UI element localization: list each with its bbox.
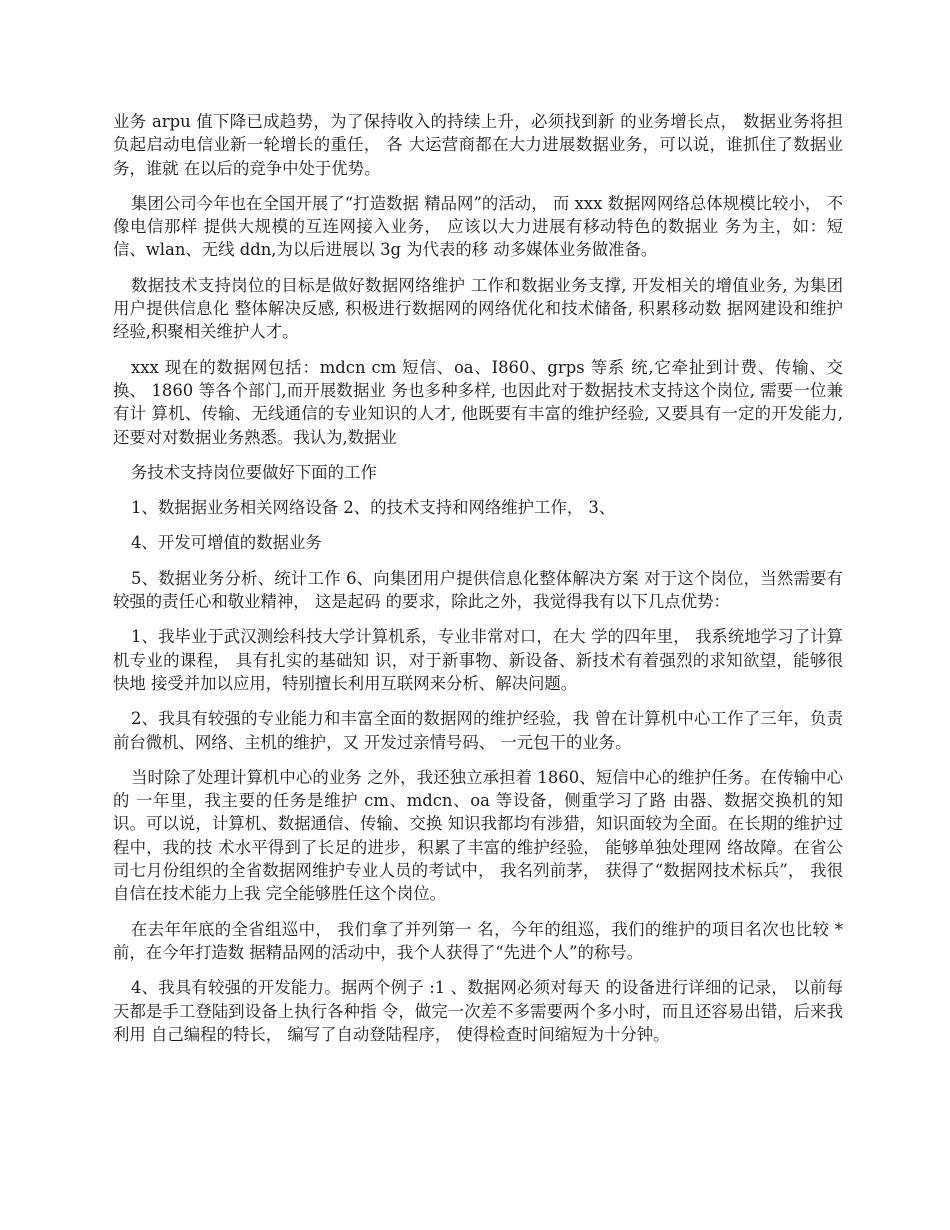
paragraph: xxx 现在的数据网包括：mdcn cm 短信、oa、I860、grps 等系 统,它牵扯到计费、传输、交换、 1860 等各个部门,而开展数据业 务也多种多样, 也因此对于数据技术支持这个岗位, 需要一位兼有计 算机、传输、无线通信的专业知识的人才, 他既要有丰富的维护经验, 又要具有一定的开发能力,还要对对数据业务熟悉。我认为,数据业 bbox=[113, 357, 843, 447]
paragraph: 当时除了处理计算机中心的业务 之外，我还独立承担着 1860、短信中心的维护任务。在传输中心的 一年里，我主要的任务是维护 cm、mdcn、oa 等设备，侧重学习了路 由器、数据交换机的知识。可以说，计算机、数据通信、传输、交换 知识我都均有涉猎，知识面较为全面。在长期的维护过程中，我的技 术水平得到了长足的进步，积累了丰富的维护经验， 能够单独处理网 络故障。在省公司七月份组织的全省数据网维护专业人员的考试中， 我名列前茅， 获得了“数据网技术标兵”， 我很自信在技术能力上我 完全能够胜任这个岗位。 bbox=[113, 767, 843, 904]
paragraph: 集团公司今年也在全国开展了“打造数据 精品网”的活动， 而 xxx 数据网网络总体规模比较小， 不像电信那样 提供大规模的互连网接入业务， 应该以大力进展有移动特色的数据业 务为主，如：短信、wlan、无线 ddn,为以后进展以 3g 为代表的移 动多媒体业务做准备。 bbox=[113, 193, 843, 260]
paragraph: 1、我毕业于武汉测绘科技大学计算机系，专业非常对口，在大 学的四年里， 我系统地学习了计算机专业的课程， 具有扎实的基础知 识，对于新事物、新设备、新技术有着强烈的求知欲望，能够很快地 接受并加以应用，特别擅长利用互联网来分析、解决问题。 bbox=[113, 627, 843, 693]
paragraph: 5、数据业务分析、统计工作 6、向集团用户提供信息化整体解决方案 对于这个岗位，当然需要有较强的责任心和敬业精神， 这是起码 的要求，除此之外，我觉得我有以下几点优势： bbox=[113, 568, 843, 612]
paragraph: 数据技术支持岗位的目标是做好数据网络维护 工作和数据业务支撑, 开发相关的增值业务, 为集团用户提供信息化 整体解决反感, 积极进行数据网的网络优化和技术储备, 积累移动数 据网建设和维护经验,积聚相关维护人才。 bbox=[113, 275, 843, 342]
document-body bbox=[113, 110, 843, 1058]
paragraph: 4、开发可增值的数据业务 bbox=[131, 533, 322, 553]
paragraph: 4、我具有较强的开发能力。据两个例子 :1 、数据网必须对每天 的设备进行详细的记录， 以前每天都是手工登陆到设备上执行各种指 令，做完一次差不多需要两个多小时，而且还容易出错，后来我利用 自己编程的特长， 编写了自动登陆程序， 使得检查时间缩短为十分钟。 bbox=[113, 978, 843, 1044]
paragraph: 在去年年底的全省组巡中， 我们拿了并列第一 名，今年的组巡，我们的维护的项目名次也比较 * 前，在今年打造数 据精品网的活动中，我个人获得了“先进个人”的称号。 bbox=[113, 919, 843, 962]
paragraph: 务技术支持岗位要做好下面的工作 bbox=[131, 462, 377, 482]
paragraph: 业务 arpu 值下降已成趋势，为了保持收入的持续上升，必须找到新 的业务增长点， 数据业务将担负起启动电信业新一轮增长的重任， 各 大运营商都在大力进展数据业务，可以说，谁抓住了数据业务，谁就 在以后的竞争中处于优势。 bbox=[113, 112, 843, 178]
paragraph: 1、数据据业务相关网络设备 2、的技术支持和网络维护工作， 3、 bbox=[131, 498, 616, 518]
paragraph: 2、我具有较强的专业能力和丰富全面的数据网的维护经验，我 曾在计算机中心工作了三年，负责前台微机、网络、主机的维护，又 开发过亲情号码、 一元包干的业务。 bbox=[113, 709, 843, 752]
